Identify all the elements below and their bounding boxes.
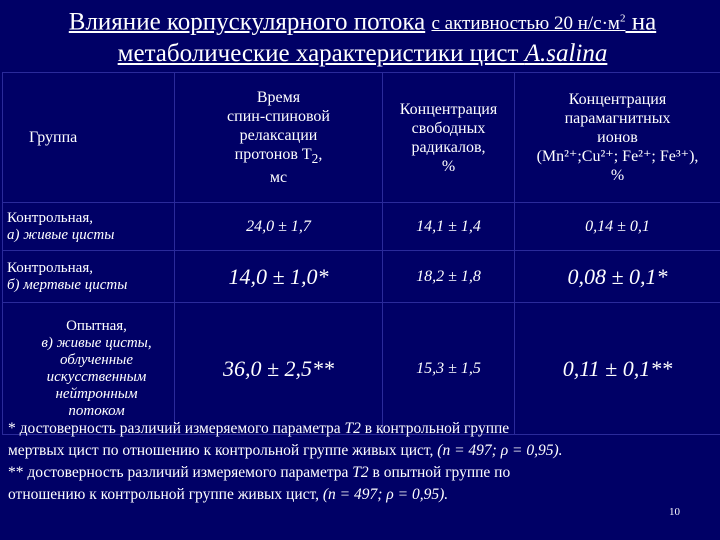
table-row (3, 203, 720, 251)
cell-ions: 0,08 ± 0,1* (515, 251, 720, 303)
cell-radicals: 14,1 ± 1,4 (383, 203, 515, 251)
title-line-2: метаболические характеристики цист A.salina (117, 40, 608, 68)
slide-title (10, 4, 715, 69)
footnote-1: * достоверность различий измеряемого параметра T2 в контрольной группе (8, 420, 510, 437)
cell-ions: 0,14 ± 0,1 (515, 203, 720, 251)
footnotes (8, 418, 708, 506)
table-row (3, 251, 720, 303)
data-table (2, 72, 720, 435)
header-ions: Концентрация парамагнитных ионов (Mn²⁺;Cu²⁺; Fe²⁺; Fe³⁺), % (515, 73, 720, 203)
row-label: Контрольная, а) живые цисты (3, 203, 175, 251)
table-header-row (3, 73, 720, 203)
table-row (3, 303, 720, 435)
cell-radicals: 15,3 ± 1,5 (383, 303, 515, 435)
page-number: 10 (669, 506, 680, 518)
title-line-1 (10, 4, 715, 39)
cell-radicals: 18,2 ± 1,8 (383, 251, 515, 303)
cell-t2: 24,0 ± 1,7 (175, 203, 383, 251)
row-label: Контрольная, б) мертвые цисты (3, 251, 175, 303)
header-radicals: Концентрация свободных радикалов, % (383, 73, 515, 203)
footnote-2-cont: отношению к контрольной группе живых цист, (n = 497; ρ = 0,95). (8, 486, 449, 503)
row-label: Опытная, в) живые цисты, облученные искусственным нейтронным потоком (3, 303, 175, 435)
footnote-2: ** достоверность различий измеряемого параметра T2 в опытной группе по (8, 464, 511, 481)
header-group: Группа (3, 73, 175, 203)
header-t2: Время спин-спиновой релаксации протонов $T_2$, мс (175, 73, 383, 203)
cell-t2: 14,0 ± 1,0* (175, 251, 383, 303)
cell-ions: 0,11 ± 0,1** (515, 303, 720, 435)
title-part-2: с активностью 20 $н/с\cdot м^2$ (431, 13, 626, 35)
footnote-1-cont: мертвых цист по отношению к контрольной группе живых цист, (n = 497; ρ = 0,95). (8, 442, 563, 459)
cell-t2: 36,0 ± 2,5** (175, 303, 383, 435)
title-part-1: Влияние корпускулярного потока (68, 8, 426, 36)
title-part-3: на (625, 8, 657, 36)
